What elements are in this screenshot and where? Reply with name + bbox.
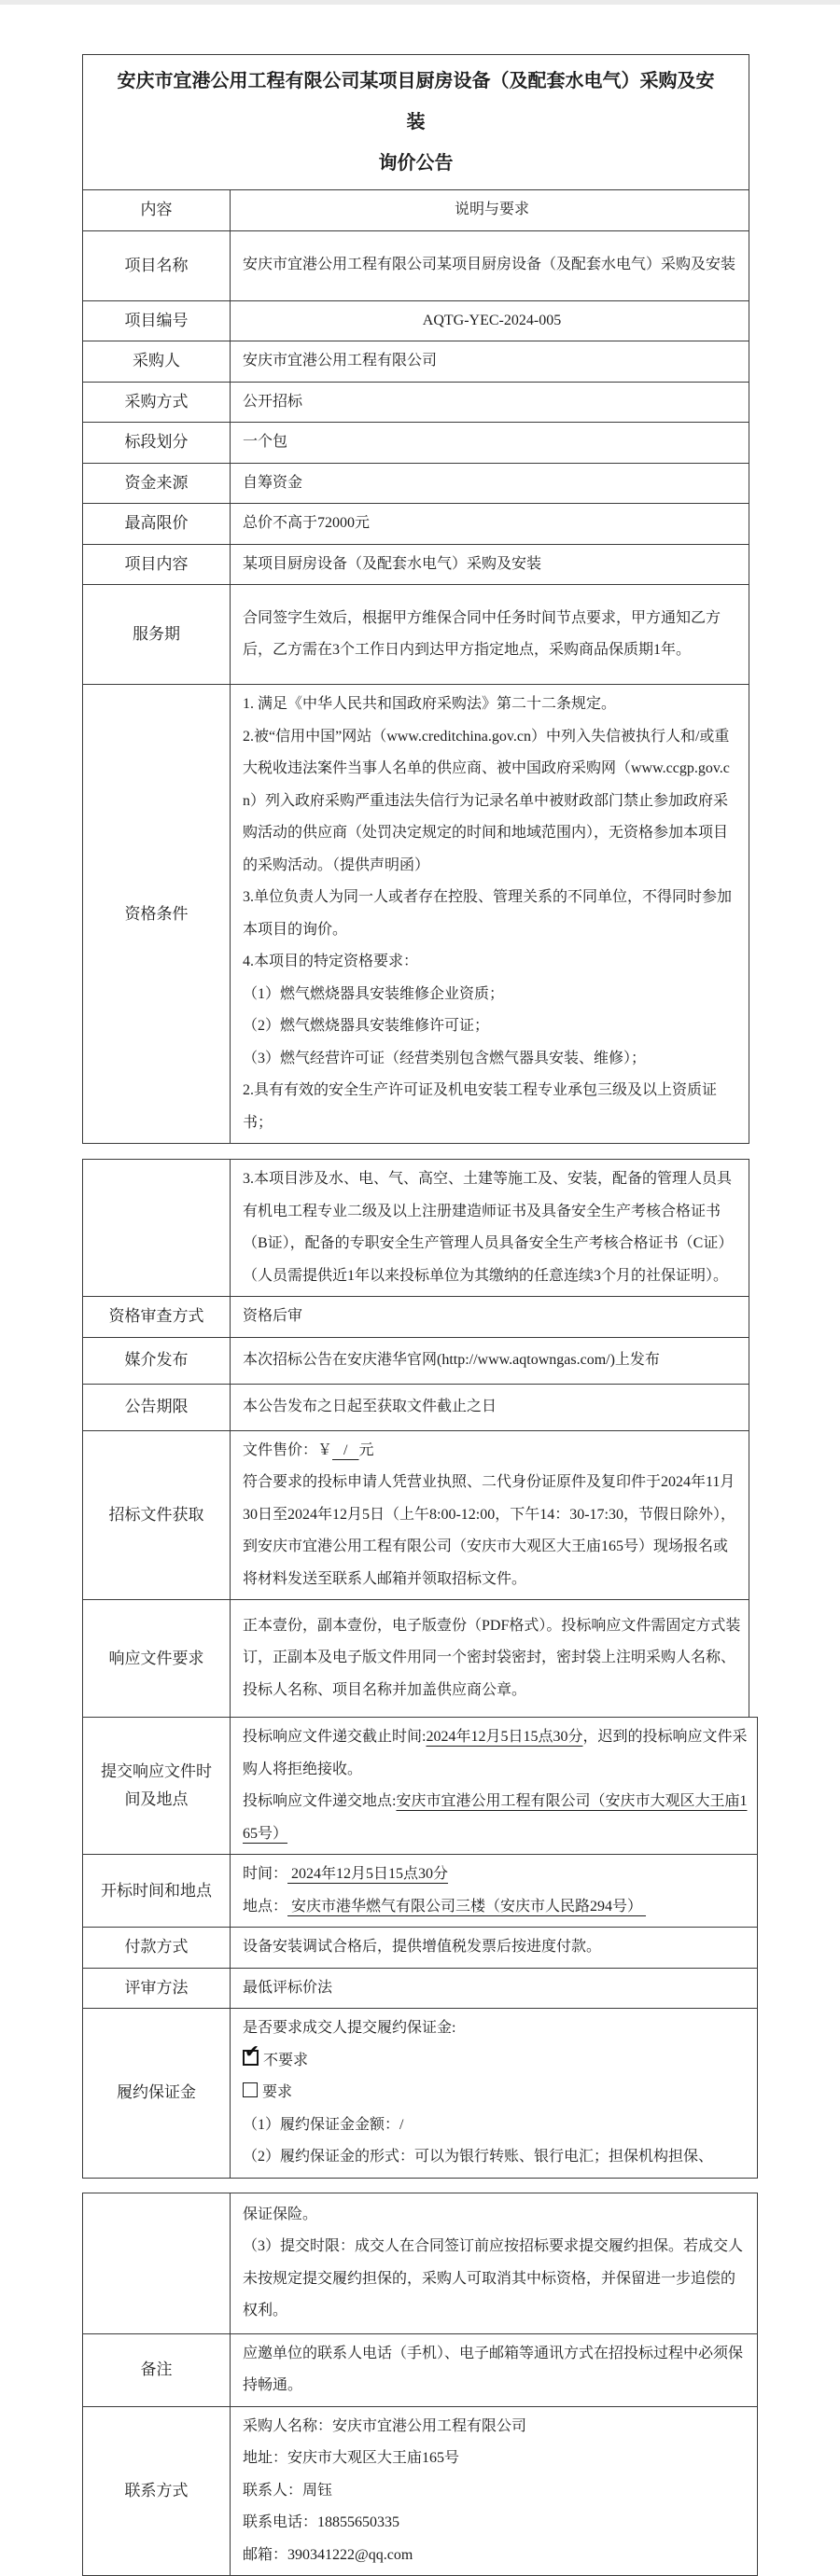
qualification-item: 3.单位负责人为同一人或者存在控股、管理关系的不同单位，不得同时参加本项目的询价。 bbox=[243, 882, 741, 946]
row-value: 设备安装调试合格后，提供增值税发票后按进度付款。 bbox=[231, 1928, 757, 1968]
table-row-lot-division bbox=[83, 422, 749, 463]
bond-amount-line: （1）履约保证金金额：/ bbox=[243, 2110, 749, 2142]
price-blank: / bbox=[332, 1442, 358, 1458]
table-row-performance-bond bbox=[83, 2008, 757, 2178]
contact-purchaser-name: 采购人名称：安庆市宜港公用工程有限公司 bbox=[243, 2411, 749, 2444]
page-title bbox=[83, 55, 749, 189]
row-value: 合同签字生效后，根据甲方维保合同中任务时间节点要求，甲方通知乙方后，乙方需在3个工作日内到达甲方指定地点，采购商品保质期1年。 bbox=[231, 585, 749, 684]
row-label: 评审方法 bbox=[83, 1969, 231, 2009]
row-value: 本次招标公告在安庆港华官网(http://www.aqtowngas.com/)上发布 bbox=[231, 1338, 749, 1384]
row-value: 一个包 bbox=[231, 423, 749, 463]
row-value: 总价不高于72000元 bbox=[231, 504, 749, 544]
announcement-table-part2-upper bbox=[82, 1159, 749, 1718]
qualification-item: （3）燃气经营许可证（经营类别包含燃气器具安装、维修）； bbox=[243, 1043, 741, 1076]
row-label: 项目内容 bbox=[83, 545, 231, 585]
row-label: 媒介发布 bbox=[83, 1338, 231, 1384]
bond-deadline-line: （3）提交时限：成交人在合同签订前应按招标要求提交履约担保。若成交人未按规定提交履约担保的，采购人可取消其中标资格，并保留进一步追偿的权利。 bbox=[243, 2231, 749, 2328]
row-value bbox=[231, 1431, 749, 1600]
announcement-table-part1 bbox=[82, 54, 749, 1144]
table-row-bid-document-acquisition bbox=[83, 1430, 749, 1600]
row-label: 响应文件要求 bbox=[83, 1600, 231, 1717]
bond-option-required: 要求 bbox=[243, 2077, 749, 2110]
row-label: 标段划分 bbox=[83, 423, 231, 463]
opening-place-line: 地点： 安庆市港华燃气有限公司三楼（安庆市人民路294号） bbox=[243, 1891, 749, 1924]
table-row-payment-method bbox=[83, 1927, 757, 1968]
table-row-qualification-conditions bbox=[83, 684, 749, 1143]
table-row-remarks bbox=[83, 2333, 757, 2406]
row-value bbox=[231, 1718, 757, 1854]
qualification-item: 2.具有有效的安全生产许可证及机电安装工程专业承包三级及以上资质证书； bbox=[243, 1075, 741, 1139]
title-row bbox=[83, 55, 749, 189]
opening-place-value: 安庆市港华燃气有限公司三楼（安庆市人民路294号） bbox=[287, 1899, 646, 1915]
row-label: 资格审查方式 bbox=[83, 1297, 231, 1337]
row-label: 付款方式 bbox=[83, 1928, 231, 1968]
table-row-contact-info bbox=[83, 2406, 757, 2576]
contact-phone: 联系电话：18855650335 bbox=[243, 2507, 749, 2540]
row-label: 联系方式 bbox=[83, 2407, 231, 2576]
table-row-project-content bbox=[83, 544, 749, 585]
row-value: AQTG-YEC-2024-005 bbox=[231, 301, 749, 341]
bond-option-not-required: ✔ 不要求 bbox=[243, 2045, 749, 2078]
table-row-submission-time-place bbox=[83, 1718, 757, 1854]
qualification-item: 1. 满足《中华人民共和国政府采购法》第二十二条规定。 bbox=[243, 689, 741, 721]
submission-deadline-line: 投标响应文件递交截止时间:2024年12月5日15点30分，迟到的投标响应文件采购人将拒绝接收。 bbox=[243, 1721, 749, 1786]
row-value: 安庆市宜港公用工程有限公司 bbox=[231, 341, 749, 382]
opening-time-line: 时间： 2024年12月5日15点30分 bbox=[243, 1859, 749, 1891]
bond-question: 是否要求成交人提交履约保证金: bbox=[243, 2012, 749, 2045]
row-label: 采购人 bbox=[83, 341, 231, 382]
row-value: 最低评标价法 bbox=[231, 1969, 757, 2009]
row-value: 某项目厨房设备（及配套水电气）采购及安装 bbox=[231, 545, 749, 585]
bond-form-continued: 保证保险。 bbox=[243, 2199, 749, 2232]
table-row-procurement-method bbox=[83, 382, 749, 423]
row-value bbox=[231, 2009, 757, 2178]
table-row-announcement-period bbox=[83, 1384, 749, 1430]
row-value: 本公告发布之日起至获取文件截止之日 bbox=[231, 1385, 749, 1430]
row-value bbox=[231, 1855, 757, 1927]
row-value: 自筹资金 bbox=[231, 464, 749, 504]
row-value bbox=[231, 685, 749, 1143]
table-row-project-number bbox=[83, 300, 749, 341]
table-row-response-document-requirements bbox=[83, 1599, 749, 1717]
contact-email: 邮箱：390341222@qq.com bbox=[243, 2540, 749, 2572]
table-row-media-publication bbox=[83, 1337, 749, 1384]
announcement-table-part2-lower bbox=[82, 1717, 758, 2179]
row-value: 公开招标 bbox=[231, 383, 749, 423]
checkbox-unchecked-icon bbox=[243, 2082, 258, 2097]
submission-deadline-value: 2024年12月5日15点30分 bbox=[426, 1729, 582, 1745]
table-row-evaluation-method bbox=[83, 1968, 757, 2009]
table-row-funding-source bbox=[83, 463, 749, 504]
row-value: 安庆市宜港公用工程有限公司某项目厨房设备（及配套水电气）采购及安装 bbox=[231, 231, 749, 300]
header-row bbox=[83, 189, 749, 230]
acquisition-instructions: 符合要求的投标申请人凭营业执照、二代身份证原件及复印件于2024年11月30日至2024年12月5日（上午8:00-12:00，下午14：30-17:30，节假日除外），到安庆市宜港公用工程有限公司（安庆市大观区大王庙165号）现场报名或将材料发送至联系人邮箱并领取招标文件。 bbox=[243, 1467, 741, 1595]
row-value: 应邀单位的联系人电话（手机）、电子邮箱等通讯方式在招投标过程中必须保持畅通。 bbox=[231, 2334, 757, 2406]
row-label: 项目名称 bbox=[83, 231, 231, 300]
page-title-line2: 询价公告 bbox=[111, 143, 721, 184]
row-label: 备注 bbox=[83, 2334, 231, 2406]
row-value bbox=[231, 2193, 757, 2333]
qualification-item: 4.本项目的特定资格要求： bbox=[243, 946, 741, 979]
row-label: 提交响应文件时间及地点 bbox=[83, 1718, 231, 1854]
row-label: 服务期 bbox=[83, 585, 231, 684]
window-top-edge bbox=[0, 0, 840, 5]
qualification-item: （1）燃气燃烧器具安装维修企业资质； bbox=[243, 979, 741, 1011]
bond-form-line: （2）履约保证金的形式：可以为银行转账、银行电汇；担保机构担保、 bbox=[243, 2141, 749, 2174]
table-row-bond-continued bbox=[83, 2193, 757, 2333]
table-row-service-period bbox=[83, 584, 749, 684]
row-label: 项目编号 bbox=[83, 301, 231, 341]
table-row-qualification-continued bbox=[83, 1160, 749, 1296]
row-value bbox=[231, 2407, 757, 2576]
row-label-empty bbox=[83, 1160, 231, 1296]
qualification-item: 2.被“信用中国”网站（www.creditchina.gov.cn）中列入失信被执行人和/或重大税收违法案件当事人名单的供应商、被中国政府采购网（www.ccgp.gov.cn）列入政府采购严重违法失信行为记录名单中被财政部门禁止参加政府采购活动的供应商（处罚决定规定的时间和地域范围内），无资格参加本项目的采购活动。（提供声明函） bbox=[243, 721, 741, 883]
row-value: 正本壹份，副本壹份，电子版壹份（PDF格式）。投标响应文件需固定方式装订，正副本及电子版文件用同一个密封袋密封，密封袋上注明采购人名称、投标人名称、项目名称并加盖供应商公章。 bbox=[231, 1600, 749, 1717]
opening-time-value: 2024年12月5日15点30分 bbox=[287, 1866, 448, 1882]
table-row-qualification-review bbox=[83, 1296, 749, 1337]
row-label: 资金来源 bbox=[83, 464, 231, 504]
row-value: 资格后审 bbox=[231, 1297, 749, 1337]
row-value: 3.本项目涉及水、电、气、高空、土建等施工及、安装，配备的管理人员具有机电工程专业二级及以上注册建造师证书及具备安全生产考核合格证书（B证），配备的专职安全生产管理人员具备安全生产考核合格证书（C证）（人员需提供近1年以来投标单位为其缴纳的任意连续3个月的社保证明）。 bbox=[231, 1160, 749, 1296]
submission-place-line: 投标响应文件递交地点:安庆市宜港公用工程有限公司（安庆市大观区大王庙165号） bbox=[243, 1786, 749, 1850]
row-label: 资格条件 bbox=[83, 685, 231, 1143]
row-label: 招标文件获取 bbox=[83, 1431, 231, 1600]
row-label: 最高限价 bbox=[83, 504, 231, 544]
table-row-price-ceiling bbox=[83, 503, 749, 544]
row-label-empty bbox=[83, 2193, 231, 2333]
row-label: 公告期限 bbox=[83, 1385, 231, 1430]
header-desc-cell: 说明与要求 bbox=[231, 190, 749, 230]
checkbox-checked-icon: ✔ bbox=[243, 2050, 259, 2066]
header-content-cell: 内容 bbox=[83, 190, 231, 230]
table-row-purchaser bbox=[83, 341, 749, 382]
document-price-line: 文件售价：￥ / 元 bbox=[243, 1435, 741, 1468]
table-row-project-name bbox=[83, 230, 749, 300]
row-label: 采购方式 bbox=[83, 383, 231, 423]
contact-person: 联系人：周钰 bbox=[243, 2475, 749, 2508]
qualification-item: （2）燃气燃烧器具安装维修许可证； bbox=[243, 1010, 741, 1043]
page-title-line1: 安庆市宜港公用工程有限公司某项目厨房设备（及配套水电气）采购及安装 bbox=[111, 61, 721, 143]
table-row-bid-opening bbox=[83, 1854, 757, 1927]
row-label: 履约保证金 bbox=[83, 2009, 231, 2178]
announcement-table-part3 bbox=[82, 2193, 758, 2576]
contact-address: 地址：安庆市大观区大王庙165号 bbox=[243, 2443, 749, 2475]
submission-place-value: 安庆市宜港公用工程有限公司（安庆市大观区大王庙165号） bbox=[243, 1793, 747, 1842]
row-label: 开标时间和地点 bbox=[83, 1855, 231, 1927]
